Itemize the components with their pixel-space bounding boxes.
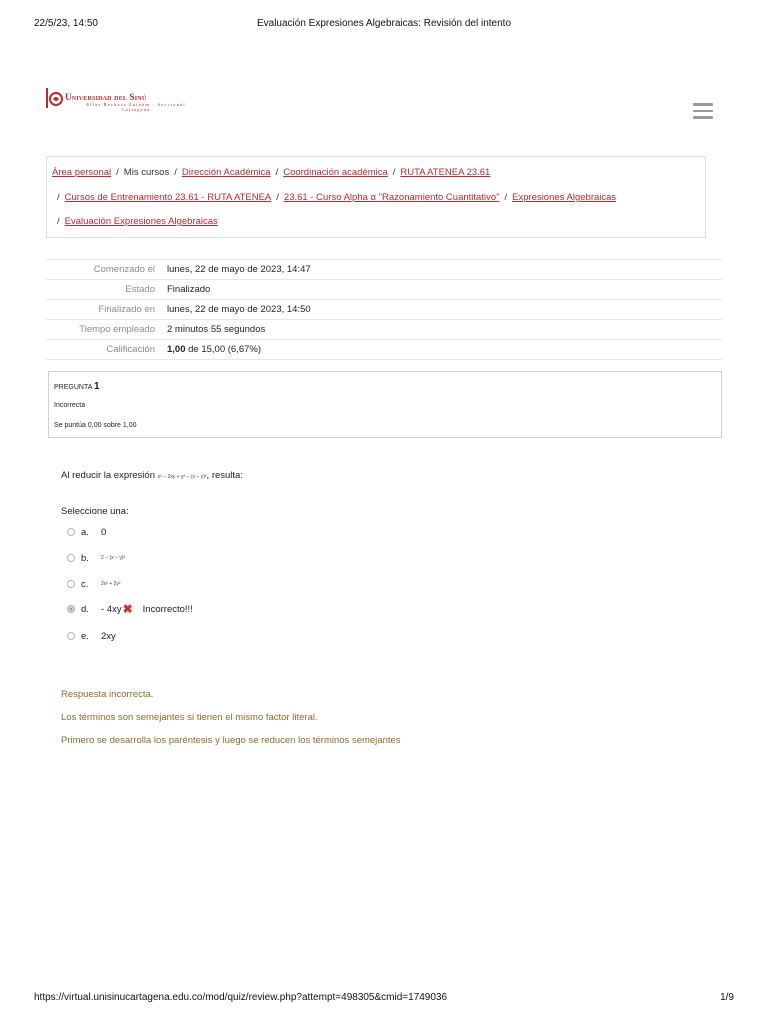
- breadcrumb-line-1: Área personal / Mis cursos / Dirección Académica / Coordinación académica / RUTA ATENEA 23.61: [52, 167, 491, 178]
- answer-feedback: Incorrecto!!!: [142, 603, 193, 615]
- answer-letter: b.: [81, 552, 89, 564]
- attempt-summary-table: [46, 259, 722, 360]
- question-text-after: , resulta:: [206, 470, 243, 481]
- grade-score: 1,00: [167, 344, 186, 355]
- summary-label: Calificación: [106, 344, 155, 355]
- answer-option-d[interactable]: [67, 602, 193, 616]
- answer-letter: c.: [81, 578, 89, 590]
- print-url: https://virtual.unisinucartagena.edu.co/mod/quiz/review.php?attempt=498305&cmid=1749036: [34, 992, 448, 1003]
- breadcrumb-mis-cursos: Mis cursos: [123, 167, 170, 178]
- feedback-result: Respuesta incorrecta.: [61, 689, 154, 700]
- breadcrumb-coordinacion-academica[interactable]: Coordinación académica: [283, 167, 388, 178]
- feedback-hint: Los términos son semejantes si tienen el mismo factor literal.: [61, 712, 318, 723]
- university-logo[interactable]: [45, 87, 245, 113]
- grade-rest: de 15,00 (6,67%): [188, 344, 262, 355]
- answer-value: 2 − (x − y)²: [101, 555, 126, 561]
- question-grade: Se puntúa 0,00 sobre 1,00: [54, 422, 137, 429]
- select-prompt: Seleccione una:: [61, 506, 129, 517]
- summary-grade: [165, 340, 722, 360]
- answer-value: - 4xy: [101, 603, 122, 615]
- incorrect-cross-icon: ✖: [122, 602, 133, 616]
- summary-value: lunes, 22 de mayo de 2023, 14:50: [167, 304, 311, 315]
- breadcrumb-curso-alpha[interactable]: 23.61 - Curso Alpha α "Razonamiento Cuantitativo": [283, 192, 500, 203]
- print-datetime: 22/5/23, 14:50: [34, 18, 98, 29]
- question-prefix: PREGUNTA: [54, 384, 92, 391]
- answer-letter: e.: [81, 630, 89, 642]
- university-subtitle: Elías Bechara Zainúm · Seccional Cartagena: [86, 102, 186, 112]
- breadcrumb-cursos-entrenamiento[interactable]: Cursos de Entrenamiento 23.61 - RUTA ATENEA: [64, 192, 272, 203]
- summary-label: Tiempo empleado: [79, 324, 155, 335]
- question-number: [54, 381, 100, 392]
- answer-letter: d.: [81, 603, 89, 615]
- answer-option-e[interactable]: [67, 629, 116, 643]
- summary-value: 2 minutos 55 segundos: [167, 324, 266, 335]
- breadcrumb-evaluacion[interactable]: Evaluación Expresiones Algebraicas: [64, 216, 218, 227]
- answer-option-b[interactable]: [67, 551, 125, 565]
- summary-value: Finalizado: [167, 284, 211, 295]
- breadcrumb-line-3: / Evaluación Expresiones Algebraicas: [57, 216, 218, 227]
- breadcrumb-line-2: / Cursos de Entrenamiento 23.61 - RUTA ATENEA / 23.61 - Curso Alpha α "Razonamiento Cuantitativo" / Expresiones Algebraicas: [57, 192, 617, 203]
- answer-value: 0: [101, 526, 107, 538]
- radio-button[interactable]: [67, 528, 75, 536]
- answer-option-c[interactable]: [67, 577, 121, 591]
- breadcrumb: [46, 156, 706, 238]
- hamburger-menu-icon[interactable]: [693, 103, 713, 121]
- breadcrumb-ruta-atenea[interactable]: RUTA ATENEA 23.61: [400, 167, 491, 178]
- breadcrumb-area-personal[interactable]: Área personal: [52, 167, 112, 178]
- answer-value: 2xy: [101, 630, 116, 642]
- answer-value: 2x² + 2y²: [101, 581, 121, 587]
- breadcrumb-direccion-academica[interactable]: Dirección Académica: [181, 167, 271, 178]
- summary-value: lunes, 22 de mayo de 2023, 14:47: [167, 264, 311, 275]
- print-page-number: 1/9: [720, 992, 734, 1003]
- summary-label: Estado: [125, 284, 155, 295]
- radio-button-checked[interactable]: [67, 605, 75, 613]
- radio-button[interactable]: [67, 554, 75, 562]
- table-row: [46, 300, 722, 320]
- table-row: [46, 280, 722, 300]
- question-text-before: Al reducir la expresión: [61, 470, 155, 481]
- summary-label: Finalizado en: [98, 304, 155, 315]
- table-row: [46, 320, 722, 340]
- university-name: Universidad del Sinú: [65, 92, 147, 102]
- breadcrumb-expresiones-algebraicas[interactable]: Expresiones Algebraicas: [512, 192, 617, 203]
- radio-button[interactable]: [67, 580, 75, 588]
- feedback-explanation: Primero se desarrolla los paréntesis y luego se reducen los términos semejantes: [61, 735, 401, 746]
- radio-button[interactable]: [67, 632, 75, 640]
- question-number-value: 1: [93, 381, 100, 392]
- summary-label: Comenzado el: [93, 264, 155, 275]
- question-text: [61, 470, 243, 481]
- table-row: [46, 340, 722, 360]
- university-logo-icon: [45, 87, 65, 109]
- answer-letter: a.: [81, 526, 89, 538]
- table-row: [46, 260, 722, 280]
- answer-option-a[interactable]: [67, 525, 106, 539]
- print-title: Evaluación Expresiones Algebraicas: Revisión del intento: [256, 18, 512, 29]
- question-state: Incorrecta: [54, 402, 86, 409]
- question-info-box: [48, 371, 722, 438]
- question-expression: x² − 2xy + y² − (x − y)²: [157, 474, 207, 480]
